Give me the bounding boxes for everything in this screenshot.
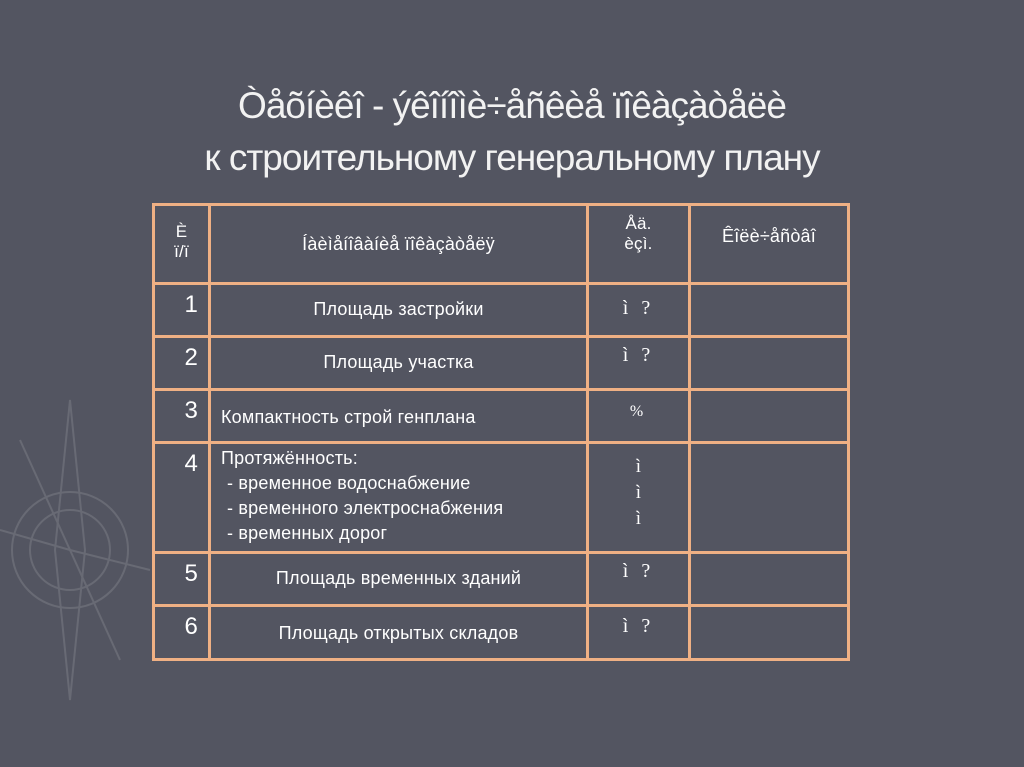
row-num: 6 [184, 613, 198, 640]
row-unit: ì [635, 456, 642, 477]
table-header-row [155, 206, 847, 282]
row-unit: ì ? [622, 344, 655, 366]
header-num-cell [155, 206, 211, 282]
row-num: 3 [184, 397, 198, 424]
page-title-line-2: к строительному генеральному плану [204, 137, 820, 178]
row-subitem: - временного электроснабжения [227, 498, 504, 518]
row-unit: ì ? [622, 297, 655, 319]
table-row [155, 551, 847, 607]
row-unit: ì [635, 482, 642, 503]
row-name: Протяжённость: [221, 448, 358, 468]
table-row [155, 282, 847, 338]
header-unit-line1: Åä. [625, 214, 652, 233]
header-name: Íàèìåíîâàíèå ïîêàçàòåëÿ [302, 234, 495, 254]
row-unit: ì ? [622, 560, 655, 582]
row-unit: ì ? [622, 615, 655, 637]
table-row [155, 441, 847, 554]
row-name: Площадь участка [323, 352, 474, 372]
table-row [155, 335, 847, 391]
table-row [155, 604, 847, 661]
row-subitem: - временное водоснабжение [227, 473, 471, 493]
row-subitem: - временных дорог [227, 523, 388, 543]
header-unit-line2: èçì. [624, 234, 653, 253]
row-num: 1 [184, 291, 198, 318]
row-name: Компактность строй генплана [221, 407, 476, 427]
row-num: 4 [184, 450, 198, 477]
header-num-line1: È [175, 222, 188, 241]
row-unit: % [629, 403, 648, 420]
row-unit: ì [635, 508, 642, 529]
row-num: 5 [184, 560, 198, 587]
header-unit-cell [589, 206, 691, 282]
row-name: Площадь временных зданий [275, 568, 522, 588]
indicators-table [152, 203, 850, 661]
header-value: Êîëè÷åñòâî [722, 226, 816, 246]
table-row [155, 388, 847, 444]
header-name-cell [211, 206, 589, 282]
row-name: Площадь открытых складов [278, 623, 519, 643]
header-num-line2: ï/ï [174, 242, 189, 261]
header-value-cell [691, 206, 847, 282]
row-name: Площадь застройки [313, 299, 484, 319]
page-title-line-1: Òåõíèêî - ýêîíîìè÷åñêèå ïîêàçàòåëè [238, 85, 786, 126]
row-num: 2 [184, 344, 198, 371]
